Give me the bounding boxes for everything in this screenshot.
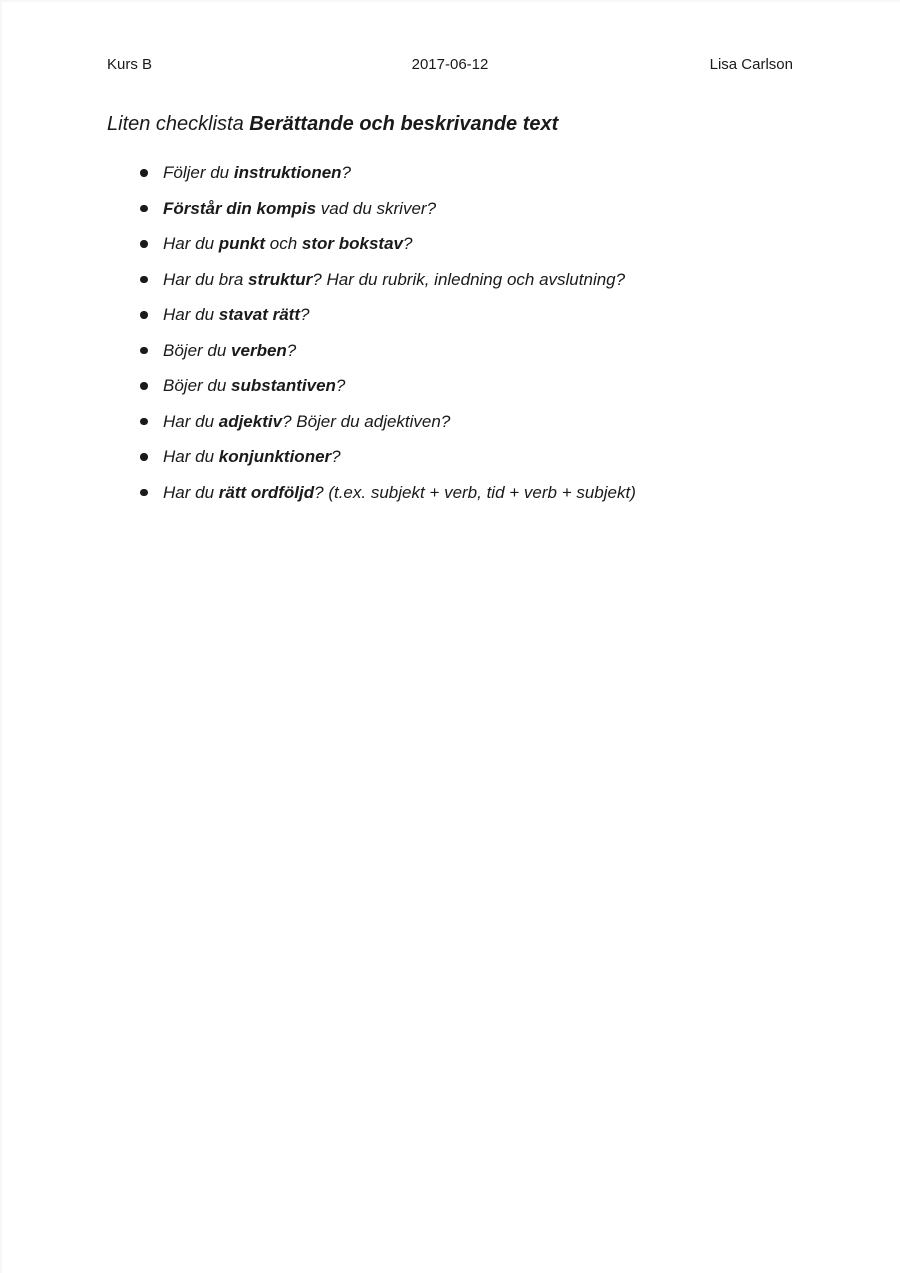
text-segment: Har du bbox=[163, 447, 219, 466]
text-segment: Har du bbox=[163, 305, 219, 324]
text-segment: Har du bbox=[163, 482, 219, 502]
checklist-item bbox=[0, 404, 900, 440]
text-segment: ? bbox=[341, 163, 352, 182]
checklist-item bbox=[0, 262, 900, 298]
text-segment-bold: stor bokstav bbox=[301, 234, 403, 253]
bullet-icon bbox=[140, 382, 148, 390]
bullet-icon bbox=[140, 276, 148, 284]
text-segment-bold: adjektiv bbox=[218, 411, 283, 431]
checklist-item bbox=[0, 439, 900, 475]
checklist-item bbox=[0, 226, 900, 262]
bullet-icon bbox=[140, 240, 148, 248]
text-segment: Har du bra bbox=[163, 269, 249, 289]
bullet-icon bbox=[140, 453, 148, 461]
checklist-item bbox=[0, 191, 900, 227]
text-segment: ? Har du rubrik, inledning och avslutning? bbox=[312, 269, 626, 289]
text-segment: ? bbox=[286, 340, 297, 360]
text-segment-bold: rätt ordföljd bbox=[218, 482, 315, 502]
text-segment: Böjer du bbox=[163, 376, 232, 395]
text-segment: och bbox=[265, 234, 302, 253]
text-segment: ? bbox=[402, 234, 413, 253]
text-segment-bold: konjunktioner bbox=[218, 447, 332, 466]
page-header bbox=[0, 0, 900, 74]
text-segment: Följer du bbox=[163, 163, 234, 182]
text-segment-bold: struktur bbox=[248, 269, 313, 289]
bullet-icon bbox=[140, 418, 148, 426]
text-segment: Har du bbox=[163, 234, 219, 253]
text-segment: ? bbox=[335, 376, 346, 395]
text-segment: Liten checklista bbox=[107, 113, 250, 135]
checklist-item bbox=[0, 333, 900, 369]
header-author: Lisa Carlson bbox=[709, 56, 793, 73]
text-segment: ? (t.ex. subjekt + verb, tid + verb + subjekt) bbox=[314, 482, 636, 502]
bullet-icon bbox=[140, 169, 148, 177]
text-segment-bold: punkt bbox=[218, 234, 266, 253]
text-segment-bold: verben bbox=[231, 340, 287, 360]
checklist-item bbox=[0, 155, 900, 191]
document-title bbox=[107, 113, 793, 136]
text-segment: ? Böjer du adjektiven? bbox=[282, 411, 451, 431]
bullet-icon bbox=[140, 205, 148, 213]
header-date: 2017-06-12 bbox=[411, 56, 489, 73]
checklist-item bbox=[0, 368, 900, 404]
text-segment: Har du bbox=[163, 411, 219, 431]
text-segment: ? bbox=[331, 447, 341, 466]
bullet-icon bbox=[140, 311, 148, 319]
text-segment: ? bbox=[300, 305, 310, 324]
bullet-icon bbox=[140, 489, 148, 497]
text-segment: Böjer du bbox=[163, 340, 232, 360]
text-segment-bold: Berättande och beskrivande text bbox=[249, 113, 559, 135]
checklist-item bbox=[0, 297, 900, 333]
text-segment-bold: stavat rätt bbox=[218, 305, 301, 324]
header-course-label: Kurs B bbox=[107, 56, 153, 73]
checklist-item bbox=[0, 475, 900, 511]
text-segment-bold: instruktionen bbox=[233, 163, 342, 182]
text-segment-bold: Förstår din kompis bbox=[163, 198, 317, 218]
bullet-icon bbox=[140, 347, 148, 355]
checklist bbox=[0, 155, 900, 510]
text-segment: vad du skriver? bbox=[316, 198, 437, 218]
text-segment-bold: substantiven bbox=[231, 376, 336, 395]
